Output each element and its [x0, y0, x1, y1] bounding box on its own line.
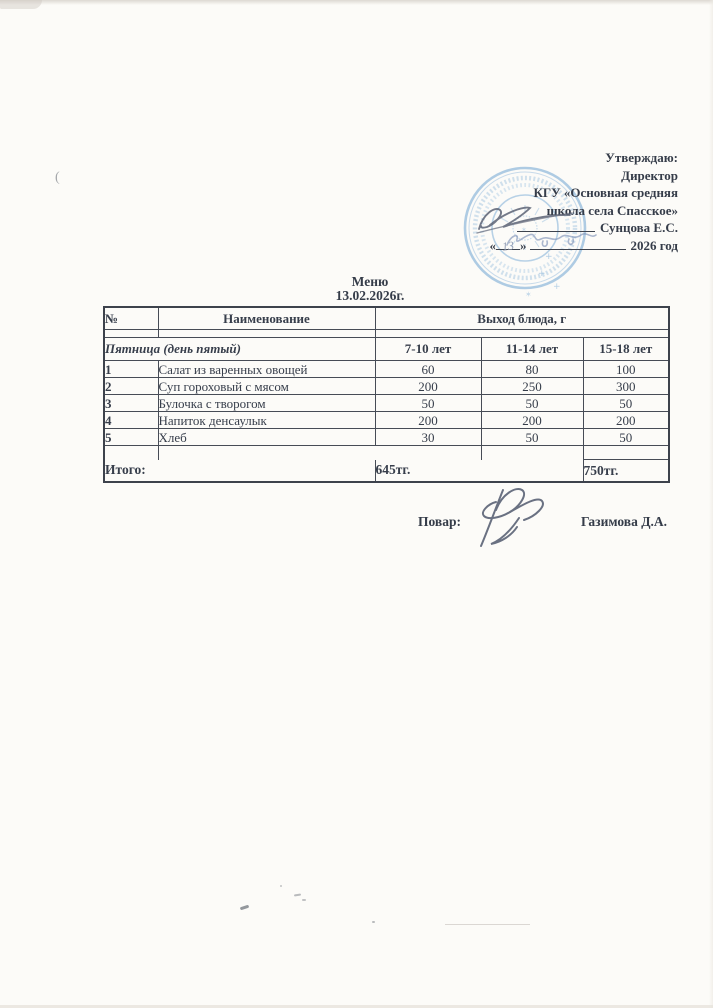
table-row	[104, 378, 669, 395]
day-header-row	[104, 338, 669, 361]
dish-name: Суп гороховый с мясом	[158, 378, 375, 395]
total-label: Итого:	[105, 462, 146, 478]
approval-line-org2: школа села Спасское»	[546, 202, 678, 218]
dish-name: Хлеб	[158, 429, 375, 446]
svg-text:+: +	[553, 282, 561, 292]
svg-text:✶: ✶	[521, 226, 527, 234]
row-num: 2	[104, 378, 158, 395]
cook-label: Повар:	[418, 514, 461, 529]
portion-7-10: 60	[375, 361, 481, 378]
table-header-row	[104, 307, 669, 330]
cook-signature-scribble	[466, 484, 558, 550]
svg-text:+: +	[538, 269, 546, 279]
header-name: Наименование	[158, 307, 375, 330]
dish-name: Булочка с творогом	[158, 395, 375, 412]
title-menu: Меню	[351, 274, 389, 289]
scan-corner-artifact	[0, 0, 42, 9]
portion-11-14: 50	[481, 429, 583, 446]
total-7-10: 645тг.	[375, 460, 583, 483]
day-underline	[496, 237, 520, 254]
dish-name: Напиток денсаулык	[158, 412, 375, 429]
portion-11-14: 200	[481, 412, 583, 429]
portion-15-18: 300	[583, 378, 669, 395]
signature-underline	[517, 219, 595, 232]
quote-open: «	[489, 237, 496, 253]
header-num: №	[104, 307, 158, 330]
row-num: 3	[104, 395, 158, 412]
row-num: 5	[104, 429, 158, 446]
svg-text:✶: ✶	[525, 290, 532, 299]
portion-11-14: 50	[481, 395, 583, 412]
row-num: 4	[104, 412, 158, 429]
table-row	[104, 412, 669, 429]
row-num: 1	[104, 361, 158, 378]
table-row	[104, 361, 669, 378]
scan-speck	[302, 899, 306, 901]
approval-line-director: Директор	[621, 167, 678, 183]
portion-7-10: 200	[375, 378, 481, 395]
director-signature-line	[489, 219, 678, 237]
total-spacer-row	[104, 446, 669, 460]
scan-smudge	[445, 924, 530, 925]
cook-name: Газимова Д.А.	[581, 514, 667, 529]
portion-11-14: 80	[481, 361, 583, 378]
table-row	[104, 395, 669, 412]
total-row	[104, 460, 669, 483]
scan-speck	[240, 905, 249, 911]
quote-close: »	[519, 237, 527, 253]
portion-7-10: 50	[375, 395, 481, 412]
scan-speck	[280, 885, 282, 887]
dish-name: Салат из варенных овощей	[158, 361, 375, 378]
handwritten-day: 13	[501, 237, 515, 254]
director-name: Сунцова Е.С.	[599, 220, 678, 235]
approval-line-org1: КГУ «Основная средняя	[533, 185, 678, 200]
svg-text:+: +	[545, 252, 553, 262]
title-date: 13.02.2026г.	[335, 288, 405, 303]
approval-date-line	[489, 237, 678, 255]
menu-table	[103, 306, 670, 483]
date-underline	[530, 237, 626, 250]
age-group-1: 7-10 лет	[375, 338, 481, 361]
table-row	[104, 429, 669, 446]
scan-speck	[294, 894, 301, 897]
approval-block	[489, 149, 678, 254]
scan-speck	[372, 921, 375, 923]
portion-15-18: 50	[583, 429, 669, 446]
portion-7-10: 200	[375, 412, 481, 429]
portion-15-18: 50	[583, 395, 669, 412]
portion-7-10: 30	[375, 429, 481, 446]
age-group-3: 15-18 лет	[583, 338, 669, 361]
day-label: Пятница (день пятый)	[104, 338, 375, 361]
age-group-2: 11-14 лет	[481, 338, 583, 361]
approval-year: 2026 год	[630, 237, 678, 253]
portion-15-18: 100	[583, 361, 669, 378]
scan-mark-artifact: (	[55, 170, 60, 185]
portion-15-18: 200	[583, 412, 669, 429]
approval-line-approve: Утверждаю:	[605, 150, 678, 165]
portion-11-14: 250	[481, 378, 583, 395]
header-output: Выход блюда, г	[375, 307, 669, 330]
document-title	[103, 275, 637, 303]
total-15-18: 750тг.	[583, 460, 669, 483]
scan-edge-artifact	[0, 0, 713, 5]
scan-edge-artifact	[709, 0, 713, 1008]
header-spacer-row	[104, 330, 669, 338]
